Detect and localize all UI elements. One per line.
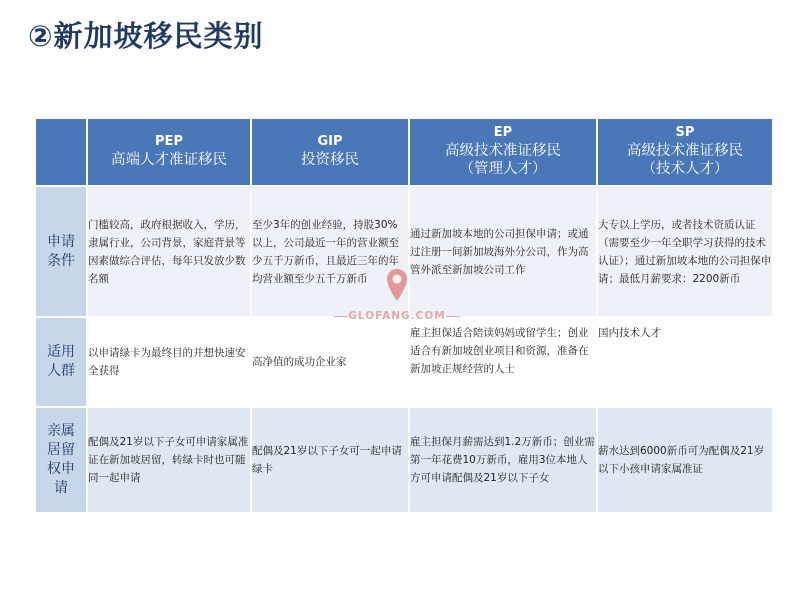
table-cell: 配偶及21岁以下子女可申请家属准证在新加坡居留，转绿卡时也可随同一起申请 bbox=[88, 408, 250, 512]
table-cell: 门槛较高，政府根据收入，学历，隶属行业，公司背景，家庭背景等因素做综合评估，每年只发放少数名额 bbox=[88, 187, 250, 316]
table-cell: 国内技术人才 bbox=[598, 318, 772, 406]
immigration-category-table bbox=[34, 117, 774, 514]
header-subtitle: （技术人才） bbox=[641, 161, 729, 178]
header-name: 投资移民 bbox=[301, 152, 359, 169]
table-header-row bbox=[36, 119, 772, 185]
header-pep bbox=[88, 119, 250, 185]
table-cell: 通过新加坡本地的公司担保申请；或通过注册一间新加坡海外分公司，作为高管外派至新加坡公司工作 bbox=[410, 187, 596, 316]
header-name: 高端人才准证移民 bbox=[111, 152, 227, 169]
table-cell: 大专以上学历，或者技术资质认证（需要至少一年全职学习获得的技术认证）；通过新加坡本地的公司担保申请；最低月薪要求：2200新币 bbox=[598, 187, 772, 316]
table-cell: 雇主担保适合陪读妈妈或留学生；创业适合有新加坡创业项目和资源，准备在新加坡正规经营的人士 bbox=[410, 318, 596, 406]
watermark-text: GLOFANG.COM bbox=[348, 310, 446, 322]
table-row-family bbox=[36, 408, 772, 512]
table-cell: 薪水达到6000新币可为配偶及21岁以下小孩申请家属准证 bbox=[598, 408, 772, 512]
header-ep bbox=[410, 119, 596, 185]
table-cell: 高净值的成功企业家 bbox=[252, 318, 408, 406]
table-row-conditions bbox=[36, 187, 772, 316]
header-sp bbox=[598, 119, 772, 185]
page-title: ②新加坡移民类别 bbox=[28, 19, 264, 53]
table-row-audience bbox=[36, 318, 772, 406]
table-cell: 配偶及21岁以下子女可一起申请绿卡 bbox=[252, 408, 408, 512]
header-gip bbox=[252, 119, 408, 185]
header-subtitle: （管理人才） bbox=[459, 161, 547, 178]
header-name: 高级技术准证移民 bbox=[627, 142, 743, 159]
row-label: 亲属 居留 权申 请 bbox=[36, 408, 86, 512]
table-cell: 至少3年的创业经验，持股30%以上，公司最近一年的营业额至少五千万新币，且最近三年的年均营业额至少五千万新币 bbox=[252, 187, 408, 316]
table-cell: 雇主担保月薪需达到1.2万新币；创业需第一年花费10万新币，雇用3位本地人方可申请配偶及21岁以下子女 bbox=[410, 408, 596, 512]
table-cell: 以申请绿卡为最终目的并想快速安全获得 bbox=[88, 318, 250, 406]
header-code: SP bbox=[675, 124, 695, 140]
header-code: GIP bbox=[317, 134, 343, 150]
header-code: EP bbox=[493, 124, 513, 140]
header-code: PEP bbox=[155, 134, 183, 150]
header-name: 高级技术准证移民 bbox=[445, 142, 561, 159]
row-label: 适用 人群 bbox=[36, 318, 86, 406]
row-label: 申请 条件 bbox=[36, 187, 86, 316]
header-corner bbox=[36, 119, 86, 185]
